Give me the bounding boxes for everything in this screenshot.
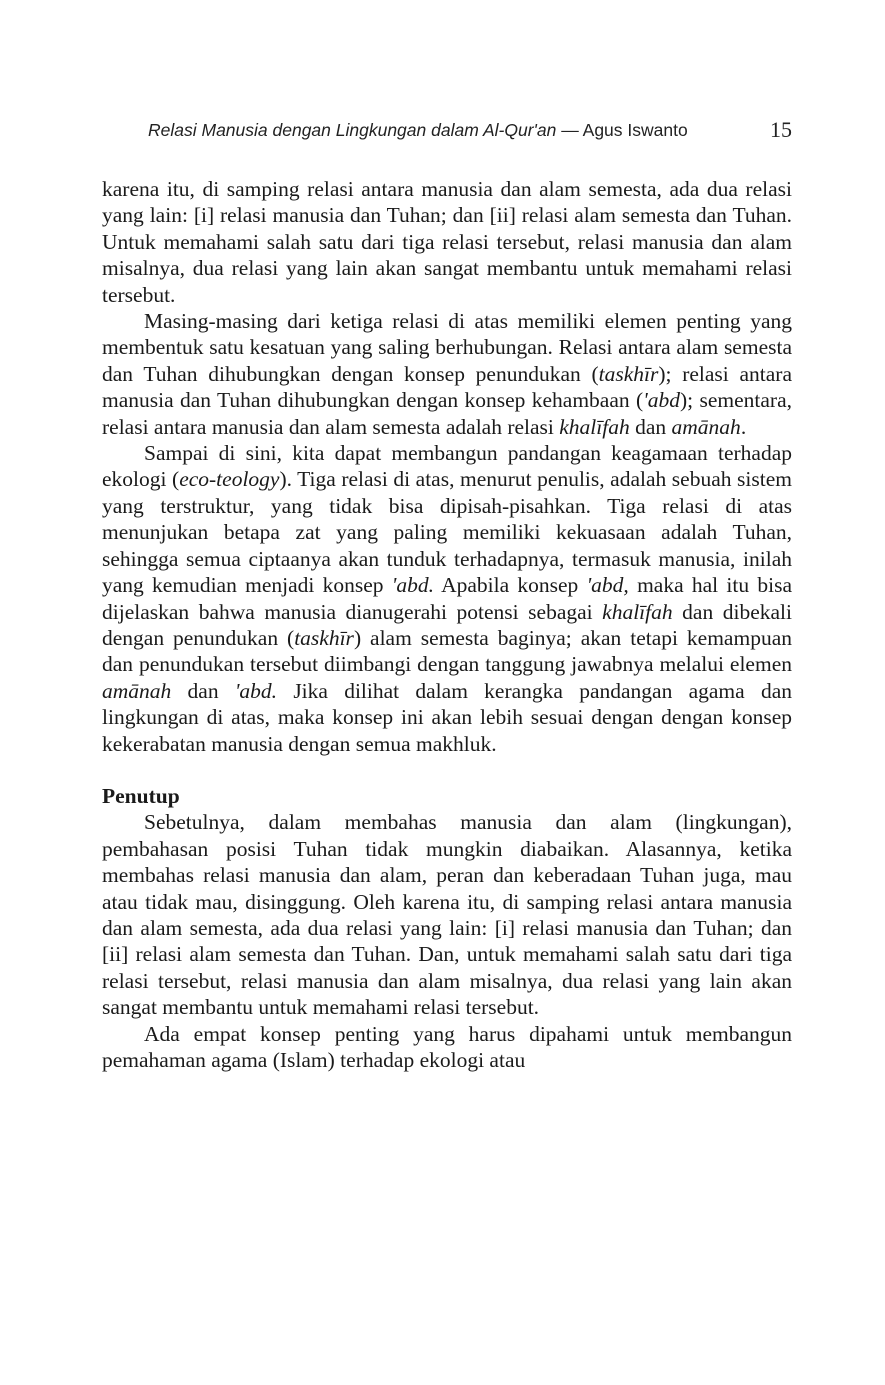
- p2-text-1: Masing-masing dari ketiga relasi di atas memiliki elemen penting yang membentuk satu kesatuan yang saling berhubungan. Relasi antara alam semesta dan Tuhan dihubungkan dengan konsep penundukan (: [102, 309, 792, 386]
- running-title: Relasi Manusia dengan Lingkungan dalam Al-Qur'an: [148, 120, 557, 140]
- p3-term-abd-3: 'abd.: [234, 678, 278, 703]
- p2-term-taskhir: taskhīr: [598, 361, 659, 386]
- running-author: Agus Iswanto: [582, 120, 688, 140]
- paragraph-5: Ada empat konsep penting yang harus dipahami untuk membangun pemahaman agama (Islam) terhadap ekologi atau: [102, 1021, 792, 1072]
- body-text: [102, 176, 792, 1073]
- p3-term-taskhir: taskhīr: [294, 625, 354, 650]
- paragraph-4: Sebetulnya, dalam membahas manusia dan alam (lingkungan), pembahasan posisi Tuhan tidak mungkin diabaikan. Alasannya, ketika membahas relasi manusia dan alam, peran dan keberadaan Tuhan juga, mau atau tidak mau, disinggung. Oleh karena itu, di samping relasi antara manusia dan alam semesta, ada dua relasi yang lain: [i] relasi manusia dan Tuhan; dan [ii] relasi alam semesta dan Tuhan. Dan, untuk memahami salah satu dari tiga relasi tersebut, relasi manusia dan alam misalnya, dua relasi yang lain akan sangat membantu untuk memahami relasi tersebut.: [102, 810, 792, 1020]
- p2-text-4: dan: [629, 414, 672, 439]
- p3-term-abd-2: 'abd,: [586, 573, 629, 598]
- p3-text-5: dan dibekali dengan penundukan (: [102, 599, 792, 650]
- page-number: 15: [770, 117, 792, 142]
- paragraph-1: karena itu, di samping relasi antara manusia dan alam semesta, ada dua relasi yang lain: [i] relasi manusia dan Tuhan; dan [ii] relasi alam semesta dan Tuhan. Untuk memahami salah satu dari tiga relasi tersebut, relasi manusia dan alam misalnya, dua relasi yang lain akan sangat membantu untuk memahami relasi tersebut.: [102, 177, 792, 307]
- p2-term-amanah: amānah: [671, 414, 741, 439]
- p3-text-8: Jika dilihat dalam kerangka pandangan agama dan lingkungan di atas, maka konsep ini akan lebih sesuai dengan dengan konsep kekerabatan manusia dengan semua makhluk.: [102, 678, 792, 756]
- p3-term-khalifah: khalīfah: [602, 599, 673, 624]
- p2-text-2: ); relasi antara manusia dan Tuhan dihubungkan dengan konsep kehambaan (: [102, 361, 792, 413]
- p3-term-abd-1: 'abd.: [391, 573, 435, 598]
- paragraph-3: [102, 440, 792, 757]
- p3-text-6: ) alam semesta baginya; akan tetapi kemampuan dan penundukan tersebut diimbangi dengan tanggung jawabnya melalui elemen: [102, 625, 792, 677]
- section-heading-penutup: Penutup: [102, 783, 180, 808]
- p2-term-abd: 'abd: [643, 388, 680, 413]
- p3-text-2: ). Tiga relasi di atas, menurut penulis, adalah sebuah sistem yang terstruktur, yang tidak bisa dipisah-pisahkan. Tiga relasi di atas menunjukan betapa zat yang paling memiliki kekuasaan adalah Tuhan, sehingga semua ciptaanya akan tunduk terhadapnya, termasuk manusia, inilah yang kemudian menjadi konsep: [102, 467, 792, 598]
- p3-term-amanah: amānah: [102, 678, 172, 703]
- paragraph-2: [102, 308, 792, 440]
- p3-text-7: dan: [171, 678, 235, 703]
- p3-text-4: maka hal itu bisa dijelaskan bahwa manusia dianugerahi potensi sebagai: [102, 573, 792, 624]
- p2-text-3: ); sementara, relasi antara manusia dan alam semesta adalah relasi: [102, 388, 792, 439]
- p3-term-eco-teology: eco-teology: [179, 467, 280, 492]
- running-header: [148, 115, 792, 145]
- p2-text-5: .: [740, 414, 747, 439]
- p2-term-khalifah: khalīfah: [559, 414, 630, 439]
- p3-text-3: Apabila konsep: [434, 573, 587, 598]
- p3-text-1: Sampai di sini, kita dapat membangun pandangan keagamaan terhadap ekologi (: [102, 441, 792, 492]
- header-separator: —: [556, 120, 583, 140]
